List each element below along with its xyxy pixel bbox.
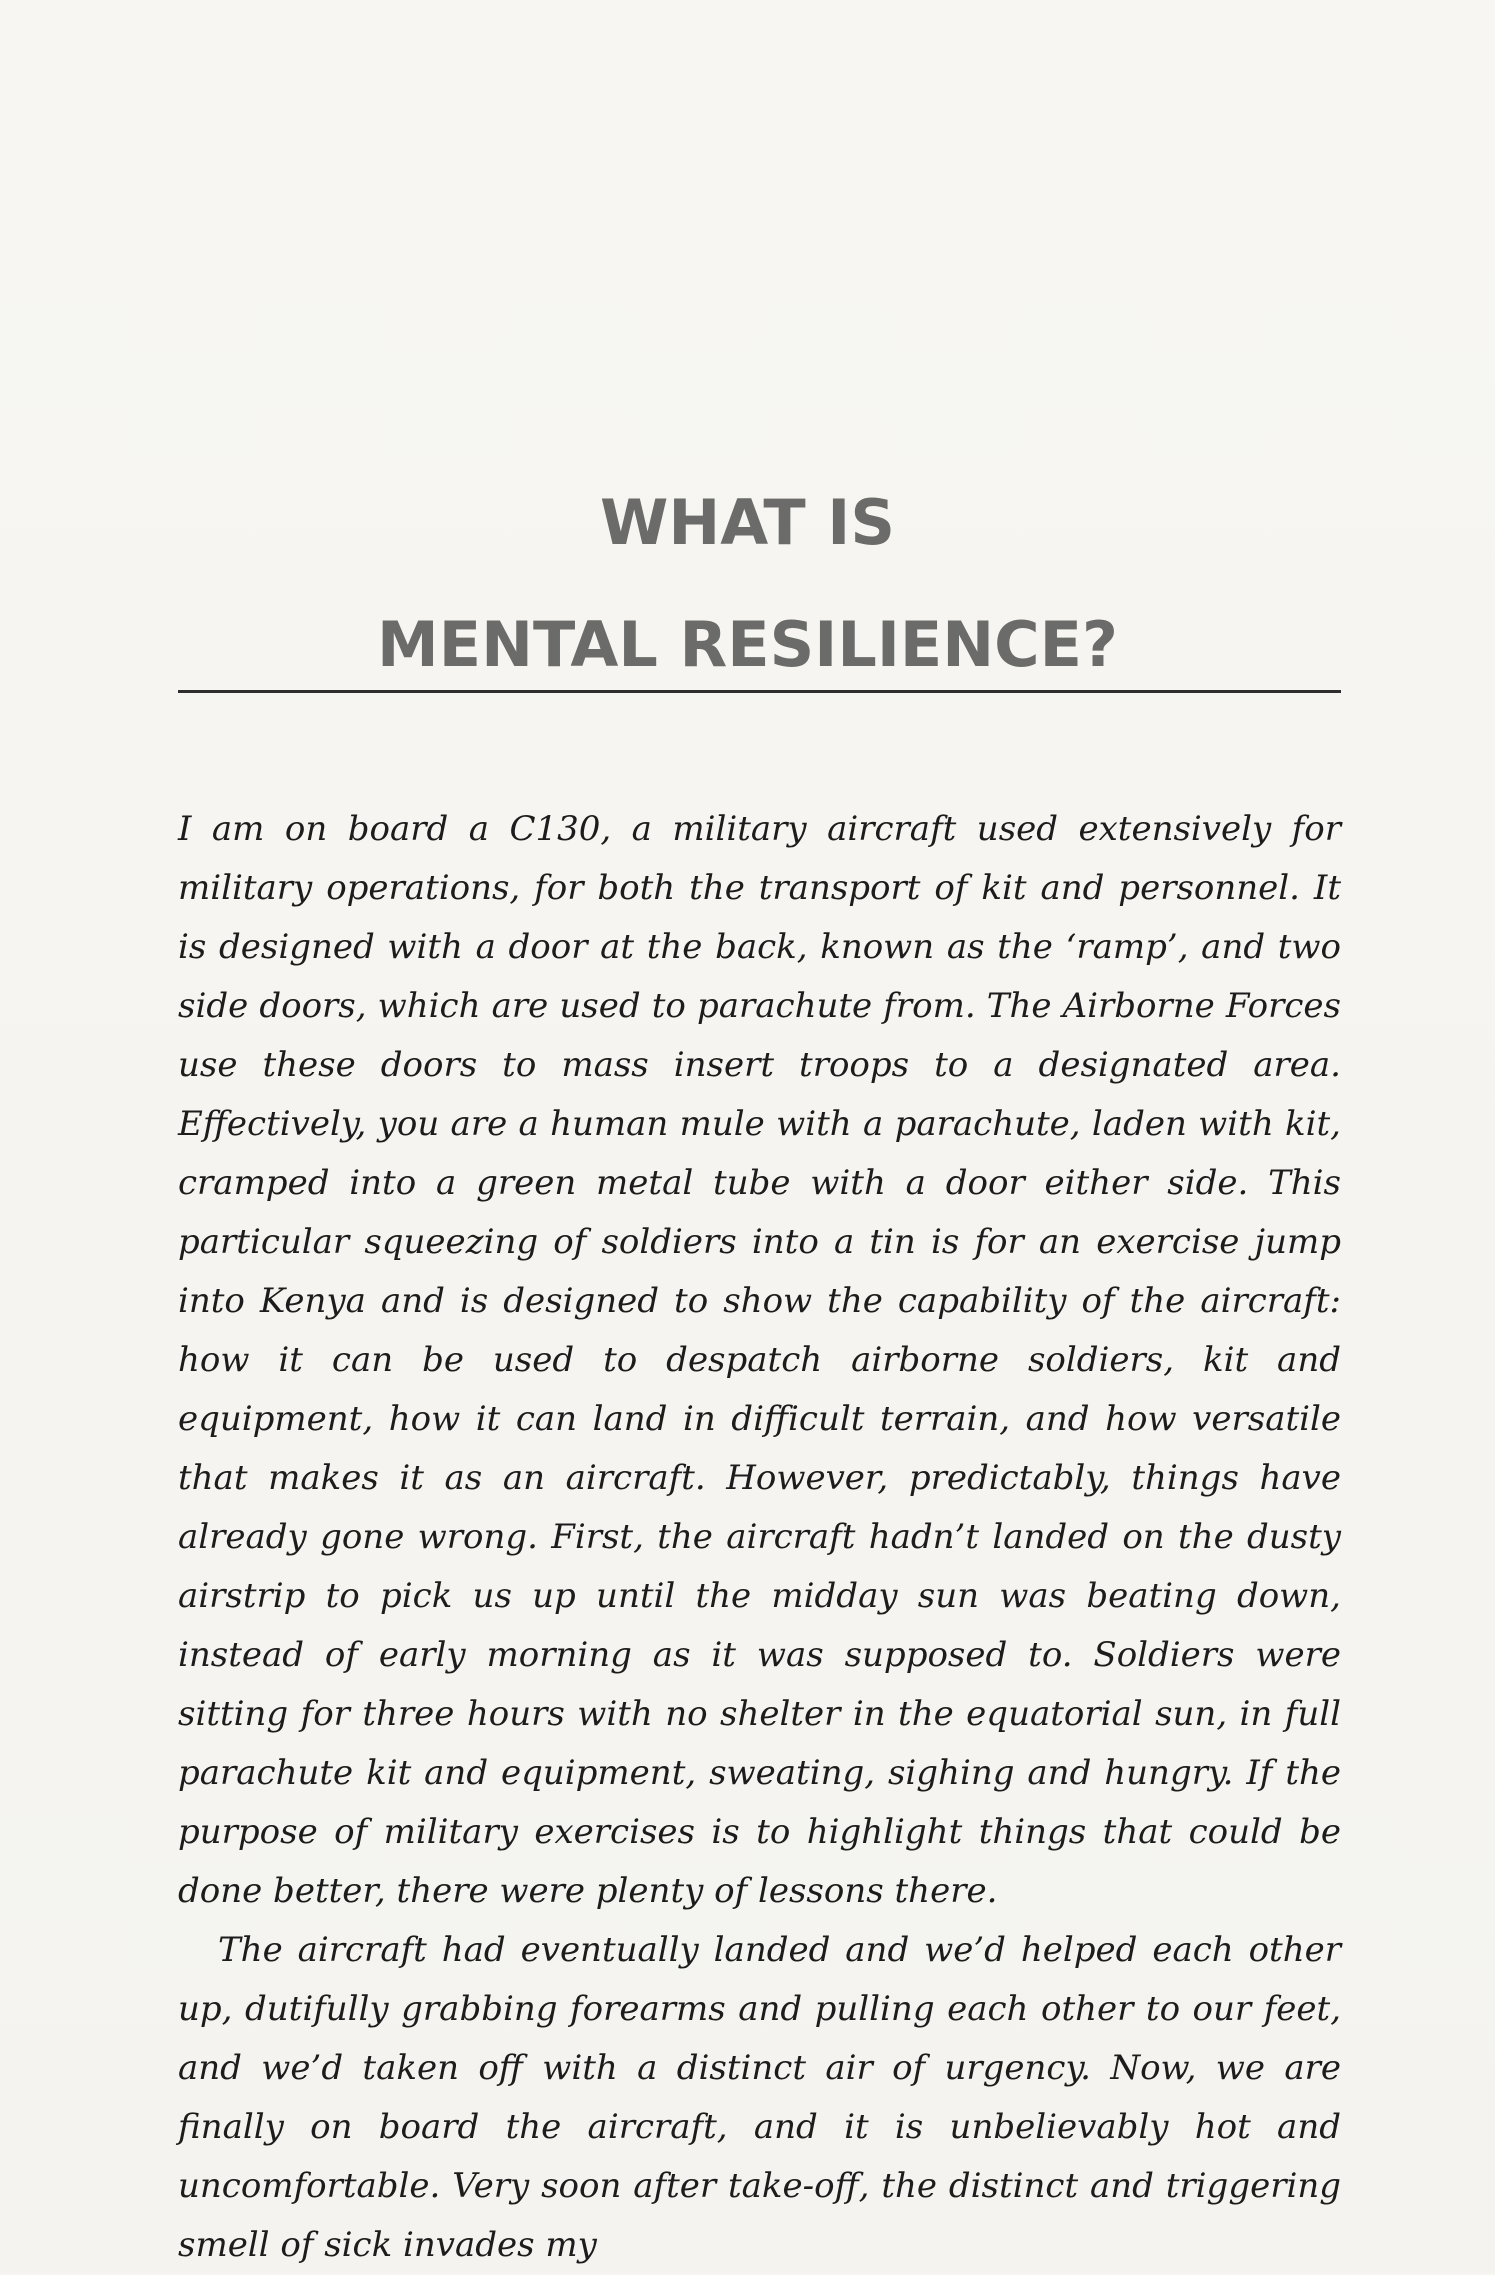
paragraph-1: I am on board a C130, a military aircraft used extensively for military operations, for both the transport of kit and personnel. It is designed with a door at the back, known as the ‘ramp’, and two side doors, which are used to parachute from. The Airborne Forces use these doors to mass insert troops to a designated area. Effectively, you are a human mule with a parachute, laden with kit, cramped into a green metal tube with a door either side. This particular squeezing of soldiers into a tin is for an exercise jump into Kenya and is designed to show the capability of the aircraft: how it can be used to despatch airborne soldiers, kit and equipment, how it can land in difficult terrain, and how versatile that makes it as an aircraft. However, predictably, things have already gone wrong. First, the aircraft hadn’t landed on the dusty airstrip to pick us up until the midday sun was beating down, instead of early morning as it was supposed to. Soldiers were sitting for three hours with no shelter in the equatorial sun, in full parachute kit and equipment, sweating, sighing and hungry. If the purpose of military exercises is to highlight things that could be done better, there were plenty of lessons there. [178, 809, 1341, 1911]
chapter-title-line-2: MENTAL RESILIENCE? [377, 608, 1118, 681]
title-underline-divider [178, 690, 1341, 693]
paragraph-2: The aircraft had eventually landed and we’d helped each other up, dutifully grabbing forearms and pulling each other to our feet, and we’d taken off with a distinct air of urgency. Now, we are finally on board the aircraft, and it is unbelievably hot and uncomfortable. Very soon after take-off, the distinct and triggering smell of sick invades my [178, 1930, 1341, 2265]
chapter-title-line-1: WHAT IS [599, 486, 896, 559]
chapter-body [178, 800, 1341, 2275]
